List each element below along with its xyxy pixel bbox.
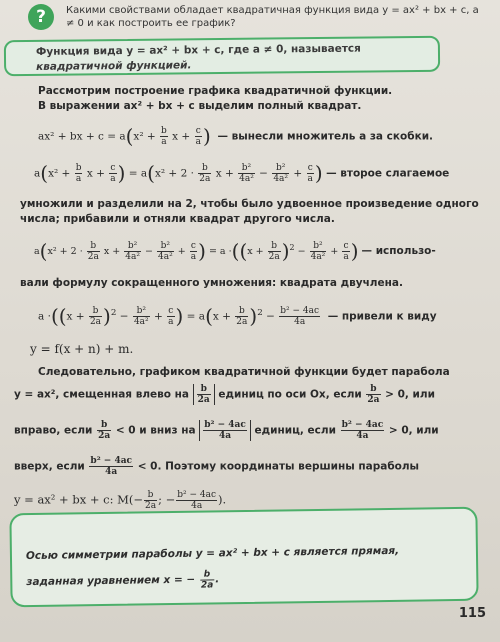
- paragraph-1-line-2: числа; прибавили и отняли квадрат другого числа.: [20, 213, 335, 225]
- paragraph-3-line-2: y = ax², смещенная влево на $\frac{b}{2a}$ единиц по оси Ox, если $\frac{b}{2a}$ > 0, или: [14, 384, 435, 405]
- equation-4-hint: — привели к виду: [327, 310, 437, 323]
- paragraph-3-line-1: Следовательно, графиком квадратичной функции будет парабола: [38, 366, 450, 378]
- conclusion-box: [9, 507, 478, 608]
- equation-3-hint: — использо-: [361, 245, 436, 258]
- question-mark-icon: ?: [28, 4, 54, 30]
- conclusion-line-1: Осью симметрии параболы y = ax² + bx + c является прямая,: [25, 544, 400, 563]
- intro-line-1: Рассмотрим построение графика квадратичной функции.: [38, 85, 393, 97]
- question-text: Какими свойствами обладает квадратичная функция вида y = ax² + bx + c, a ≠ 0 и как построить ее график?: [66, 5, 479, 29]
- equation-3: a(x² + 2 · $\frac{b}{2a}$ x + $\frac{\text{b²}}{\text{4a²}}$ − $\frac{\text{b²}}{\text{4a²}}$ + $\frac{c}{a}$ ) = a ·((x + $\frac{b}{2a}$ )$^2$ − $\frac{\text{b²}}{\text{4a²}}$ + $\frac{c}{a}$ ) — использо-: [34, 239, 436, 264]
- equation-5: y = f(x + n) + m.: [30, 342, 134, 356]
- definition-text: Функция вида y = ax² + bx + c, где a ≠ 0, называется: [35, 42, 361, 58]
- paragraph-3-line-3: вправо, если $\frac{b}{2a}$ < 0 и вниз на $\frac{\text{b² − 4ac}}{4a}$ единиц, если $\frac{\text{b² − 4ac}}{4a}$ > 0, или: [14, 420, 439, 441]
- equation-2-hint: — второе слагаемое: [326, 167, 450, 180]
- equation-2: a(x² + $\frac{b}{a}$ x + $\frac{c}{a}$ ) = a(x² + 2 · $\frac{b}{2a}$ x + $\frac{\text{b²}}{\text{4a²}}$ − $\frac{\text{b²}}{\text{4a²}}$ + $\frac{c}{a}$ ) — второе слагаемое: [34, 161, 450, 185]
- intro-line-2: В выражении ax² + bx + c выделим полный квадрат.: [38, 100, 362, 112]
- definition-term: квадратичной функцией.: [36, 59, 192, 73]
- paragraph-3-line-4: вверх, если $\frac{\text{b² − 4ac}}{4a}$ < 0. Поэтому координаты вершины параболы: [14, 456, 420, 477]
- conclusion-line-2: заданная уравнением x = − $\frac{b}{2a}$ .: [26, 568, 220, 591]
- paragraph-1-line-1: умножили и разделили на 2, чтобы было удвоенное произведение одного: [20, 198, 479, 210]
- paragraph-3-line-5: y = ax² + bx + c: M(− $\frac{b}{2a}$ ; − $\frac{\text{b² − 4ac}}{4a}$ ).: [14, 490, 227, 511]
- equation-1: ax² + bx + c = a(x² + $\frac{b}{a}$ x + $\frac{c}{a}$ ) — вынесли множитель a за скобки.: [38, 124, 434, 148]
- equation-1-hint: — вынесли множитель a за скобки.: [217, 130, 434, 143]
- page-number: 115: [458, 606, 486, 621]
- equation-4: a ·((x + $\frac{b}{2a}$ )$^2$ − $\frac{\text{b²}}{\text{4a²}}$ + $\frac{c}{a}$ ) = a(x + $\frac{b}{2a}$ )$^2$ − $\frac{\text{b² − 4ac}}{4a}$ — привели к виду: [38, 304, 437, 328]
- paragraph-2: вали формулу сокращенного умножения: квадрата двучлена.: [20, 277, 403, 289]
- definition-box: [4, 36, 440, 77]
